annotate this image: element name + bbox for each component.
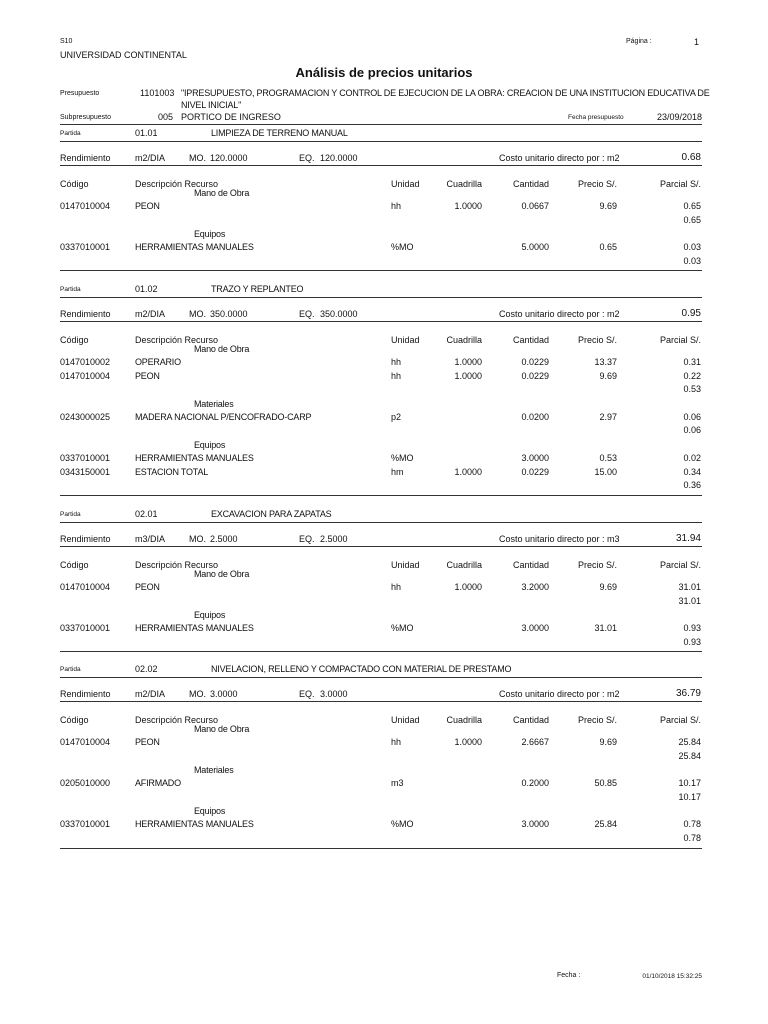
resource-parcial: 0.78 <box>683 819 701 830</box>
resource-precio: 9.69 <box>599 582 617 592</box>
column-precio: Precio S/. <box>577 560 617 570</box>
partida-end-divider <box>60 651 702 652</box>
partida-label: Partida <box>60 130 81 137</box>
subpresupuesto-label: Subpresupuesto <box>60 114 111 121</box>
resource-unit: hh <box>391 357 402 367</box>
column-descripcion: Descripción Recurso <box>135 179 219 189</box>
column-parcial: Parcial S/. <box>659 179 701 189</box>
presupuesto-description-2: NIVEL INICIAL" <box>181 100 242 110</box>
resource-parcial: 0.31 <box>683 357 701 367</box>
resource-precio: 13.37 <box>594 357 617 367</box>
column-precio: Precio S/. <box>577 715 617 725</box>
partida-divider <box>60 677 702 678</box>
mo-value: 3.0000 <box>210 689 238 699</box>
column-cuadrilla: Cuadrilla <box>446 715 482 725</box>
page-title: Análisis de precios unitarios <box>295 65 473 80</box>
rendimiento-unit: m3/DIA <box>135 534 166 544</box>
resource-code: 0147010004 <box>60 737 111 747</box>
resource-cantidad: 0.0229 <box>521 370 549 381</box>
costo-unitario: 31.94 <box>675 533 701 544</box>
resource-cantidad: 0.2000 <box>521 778 549 789</box>
partida-name: TRAZO Y REPLANTEO <box>211 284 304 294</box>
header-divider <box>60 124 702 125</box>
resource-precio: 0.53 <box>599 453 617 463</box>
resource-cantidad: 3.0000 <box>521 453 549 463</box>
presupuesto-description: "IPRESUPUESTO, PROGRAMACION Y CONTROL DE EJECUCION DE LA OBRA: CREACION DE UNA INSTITUCION EDUCATIVA DE <box>181 88 710 98</box>
partida-divider <box>60 522 702 523</box>
resource-code: 0147010004 <box>60 201 111 211</box>
eq-label: EQ. <box>299 153 315 163</box>
column-descripcion: Descripción Recurso <box>135 560 219 570</box>
resource-unit: m3 <box>391 778 404 789</box>
column-unidad: Unidad <box>391 560 420 570</box>
column-precio: Precio S/. <box>577 335 617 345</box>
subpresupuesto-code: 005 <box>158 112 174 122</box>
eq-label: EQ. <box>299 689 315 699</box>
equipos-subtotal: 0.03 <box>683 255 701 266</box>
resource-precio: 50.85 <box>594 778 617 789</box>
column-unidad: Unidad <box>391 335 420 345</box>
eq-label: EQ. <box>299 534 315 544</box>
fecha-presupuesto: 23/09/2018 <box>656 112 702 122</box>
resource-description: HERRAMIENTAS MANUALES <box>135 453 254 463</box>
resource-parcial: 0.34 <box>683 466 701 477</box>
column-unidad: Unidad <box>391 715 420 725</box>
rendimiento-unit: m2/DIA <box>135 309 166 319</box>
resource-precio: 25.84 <box>594 819 617 830</box>
mo-label: MO. <box>189 534 206 544</box>
resource-description: PEON <box>135 737 160 747</box>
rendimiento-divider <box>60 321 702 322</box>
eq-value: 350.0000 <box>320 309 358 319</box>
resource-cantidad: 2.6667 <box>521 737 549 747</box>
equipos-group-label: Equipos <box>194 610 226 621</box>
resource-code: 0337010001 <box>60 623 111 634</box>
resource-unit: hh <box>391 737 402 747</box>
resource-precio: 9.69 <box>599 370 617 381</box>
eq-value: 120.0000 <box>320 153 358 163</box>
resource-description: PEON <box>135 201 160 211</box>
resource-description: PEON <box>135 370 160 381</box>
resource-parcial: 0.22 <box>683 370 701 381</box>
mano-de-obra-group-label: Mano de Obra <box>194 188 250 198</box>
column-cantidad: Cantidad <box>512 179 549 189</box>
column-parcial: Parcial S/. <box>659 560 701 570</box>
footer-fecha-label: Fecha : <box>557 972 581 979</box>
mo-value: 350.0000 <box>210 309 248 319</box>
column-cantidad: Cantidad <box>512 560 549 570</box>
system-label: S10 <box>60 38 73 45</box>
resource-precio: 2.97 <box>599 411 617 422</box>
resource-description: HERRAMIENTAS MANUALES <box>135 819 254 830</box>
rendimiento-label: Rendimiento <box>60 309 111 319</box>
partida-code: 02.01 <box>135 509 158 519</box>
column-cantidad: Cantidad <box>512 335 549 345</box>
resource-cantidad: 3.0000 <box>521 819 549 830</box>
company-name: UNIVERSIDAD CONTINENTAL <box>60 50 187 60</box>
rendimiento-divider <box>60 165 702 166</box>
costo-label: Costo unitario directo por : m3 <box>499 534 620 544</box>
equipos-subtotal: 0.36 <box>683 480 701 491</box>
equipos-group-label: Equipos <box>194 229 226 240</box>
mo-value: 120.0000 <box>210 153 248 163</box>
materiales-subtotal: 0.06 <box>683 425 701 436</box>
presupuesto-code: 1101003 <box>140 88 175 98</box>
resource-unit: %MO <box>391 453 414 463</box>
resource-code: 0147010004 <box>60 370 111 381</box>
resource-precio: 9.69 <box>599 737 617 747</box>
rendimiento-label: Rendimiento <box>60 534 111 544</box>
resource-precio: 31.01 <box>594 623 617 634</box>
column-unidad: Unidad <box>391 179 420 189</box>
rendimiento-unit: m2/DIA <box>135 153 166 163</box>
resource-parcial: 0.03 <box>683 242 701 253</box>
costo-unitario: 36.79 <box>675 688 701 699</box>
resource-code: 0243000025 <box>60 411 111 422</box>
resource-cuadrilla: 1.0000 <box>454 737 482 747</box>
column-codigo: Código <box>60 335 89 345</box>
column-cuadrilla: Cuadrilla <box>446 179 482 189</box>
eq-value: 3.0000 <box>320 689 348 699</box>
materiales-group-label: Materiales <box>194 765 234 776</box>
resource-parcial: 31.01 <box>678 582 701 592</box>
resource-code: 0343150001 <box>60 466 111 477</box>
page-label: Página : <box>626 38 652 45</box>
resource-cantidad: 0.0200 <box>521 411 549 422</box>
column-precio: Precio S/. <box>577 179 617 189</box>
page-number: 1 <box>694 37 700 47</box>
partida-divider <box>60 297 702 298</box>
partida-name: NIVELACION, RELLENO Y COMPACTADO CON MATERIAL DE PRESTAMO <box>211 664 512 674</box>
partida-code: 01.01 <box>135 128 158 138</box>
column-parcial: Parcial S/. <box>659 335 701 345</box>
mano-de-obra-group-label: Mano de Obra <box>194 569 250 579</box>
mano-de-obra-subtotal: 0.65 <box>683 214 701 225</box>
resource-parcial: 10.17 <box>678 778 701 789</box>
eq-label: EQ. <box>299 309 315 319</box>
column-descripcion: Descripción Recurso <box>135 335 219 345</box>
resource-description: AFIRMADO <box>135 778 181 789</box>
mano-de-obra-subtotal: 31.01 <box>678 595 701 606</box>
partida-name: LIMPIEZA DE TERRENO MANUAL <box>211 128 348 138</box>
resource-code: 0147010004 <box>60 582 111 592</box>
resource-cuadrilla: 1.0000 <box>454 201 482 211</box>
partida-code: 02.02 <box>135 664 158 674</box>
column-codigo: Código <box>60 179 89 189</box>
resource-unit: hh <box>391 201 402 211</box>
column-codigo: Código <box>60 715 89 725</box>
partida-code: 01.02 <box>135 284 158 294</box>
mo-value: 2.5000 <box>210 534 238 544</box>
resource-description: PEON <box>135 582 160 592</box>
resource-description: HERRAMIENTAS MANUALES <box>135 623 254 634</box>
mo-label: MO. <box>189 689 206 699</box>
costo-label: Costo unitario directo por : m2 <box>499 309 620 319</box>
column-parcial: Parcial S/. <box>659 715 701 725</box>
mano-de-obra-group-label: Mano de Obra <box>194 344 250 354</box>
resource-parcial: 0.65 <box>683 201 701 211</box>
equipos-group-label: Equipos <box>194 440 226 450</box>
resource-description: HERRAMIENTAS MANUALES <box>135 242 254 253</box>
resource-parcial: 25.84 <box>678 737 701 747</box>
resource-code: 0337010001 <box>60 453 111 463</box>
resource-cantidad: 3.2000 <box>521 582 549 592</box>
resource-cantidad: 5.0000 <box>521 242 549 253</box>
resource-parcial: 0.02 <box>683 453 701 463</box>
rendimiento-label: Rendimiento <box>60 153 111 163</box>
resource-description: OPERARIO <box>135 357 181 367</box>
resource-precio: 9.69 <box>599 201 617 211</box>
resource-code: 0147010002 <box>60 357 111 367</box>
resource-unit: hh <box>391 370 402 381</box>
mo-label: MO. <box>189 153 206 163</box>
costo-unitario: 0.68 <box>681 152 701 163</box>
mo-label: MO. <box>189 309 206 319</box>
equipos-subtotal: 0.93 <box>683 636 701 647</box>
resource-description: ESTACION TOTAL <box>135 466 209 477</box>
resource-cantidad: 3.0000 <box>521 623 549 634</box>
mano-de-obra-group-label: Mano de Obra <box>194 724 250 734</box>
resource-precio: 15.00 <box>594 466 617 477</box>
resource-unit: %MO <box>391 819 414 830</box>
resource-code: 0337010001 <box>60 819 111 830</box>
presupuesto-label: Presupuesto <box>60 90 100 97</box>
subpresupuesto-description: PORTICO DE INGRESO <box>181 112 281 122</box>
partida-label: Partida <box>60 286 81 293</box>
equipos-subtotal: 0.78 <box>683 833 701 843</box>
resource-description: MADERA NACIONAL P/ENCOFRADO-CARP <box>135 411 312 422</box>
partida-label: Partida <box>60 666 81 673</box>
partida-label: Partida <box>60 511 81 518</box>
resource-code: 0337010001 <box>60 242 111 253</box>
costo-unitario: 0.95 <box>681 308 701 319</box>
rendimiento-divider <box>60 701 702 702</box>
resource-cuadrilla: 1.0000 <box>454 370 482 381</box>
materiales-subtotal: 10.17 <box>678 791 701 802</box>
resource-cuadrilla: 1.0000 <box>454 466 482 477</box>
footer-fecha: 01/10/2018 15:32:25 <box>642 973 702 980</box>
column-cantidad: Cantidad <box>512 715 549 725</box>
rendimiento-label: Rendimiento <box>60 689 111 699</box>
column-cuadrilla: Cuadrilla <box>446 335 482 345</box>
resource-cuadrilla: 1.0000 <box>454 357 482 367</box>
column-cuadrilla: Cuadrilla <box>446 560 482 570</box>
partida-name: EXCAVACION PARA ZAPATAS <box>211 509 332 519</box>
partida-divider <box>60 141 702 142</box>
mano-de-obra-subtotal: 25.84 <box>678 750 701 761</box>
materiales-group-label: Materiales <box>194 398 234 409</box>
costo-label: Costo unitario directo por : m2 <box>499 153 620 163</box>
resource-code: 0205010000 <box>60 778 111 789</box>
resource-unit: %MO <box>391 242 414 253</box>
eq-value: 2.5000 <box>320 534 348 544</box>
resource-unit: hm <box>391 466 404 477</box>
resource-cuadrilla: 1.0000 <box>454 582 482 592</box>
equipos-group-label: Equipos <box>194 806 226 817</box>
rendimiento-divider <box>60 546 702 547</box>
resource-precio: 0.65 <box>599 242 617 253</box>
resource-cantidad: 0.0229 <box>521 357 549 367</box>
resource-cantidad: 0.0229 <box>521 466 549 477</box>
column-descripcion: Descripción Recurso <box>135 715 219 725</box>
resource-unit: hh <box>391 582 402 592</box>
partida-end-divider <box>60 495 702 496</box>
resource-parcial: 0.06 <box>683 411 701 422</box>
costo-label: Costo unitario directo por : m2 <box>499 689 620 699</box>
column-codigo: Código <box>60 560 89 570</box>
fecha-presupuesto-label: Fecha presupuesto <box>568 114 624 121</box>
partida-end-divider <box>60 270 702 271</box>
resource-parcial: 0.93 <box>683 623 701 634</box>
partida-end-divider <box>60 848 702 849</box>
rendimiento-unit: m2/DIA <box>135 689 166 699</box>
resource-unit: p2 <box>391 411 402 422</box>
resource-cantidad: 0.0667 <box>521 201 549 211</box>
mano-de-obra-subtotal: 0.53 <box>683 384 701 395</box>
resource-unit: %MO <box>391 623 414 634</box>
